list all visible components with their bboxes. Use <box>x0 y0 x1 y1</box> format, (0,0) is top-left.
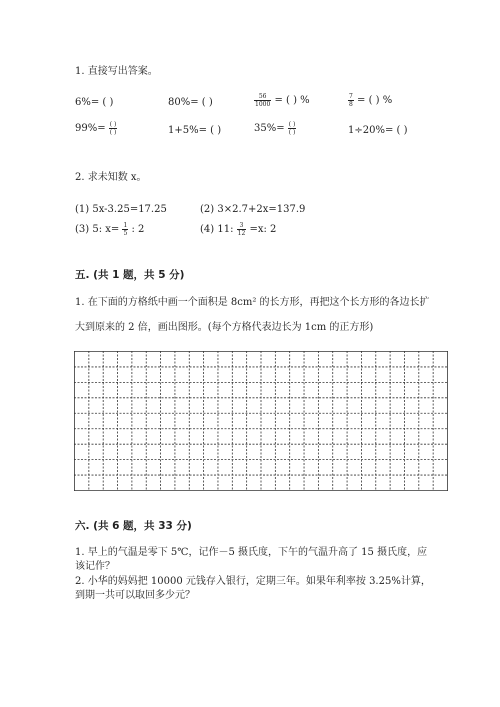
fraction: $\frac{( )}{( )}$ <box>109 121 117 136</box>
q2-equation-3: (3) 5: x= $\frac{1}{5}$ : 2 <box>75 222 145 237</box>
grid-paper <box>74 351 448 491</box>
section-5-question-line-1: 1. 在下面的方格纸中画一个面积是 8cm² 的长方形，再把这个长方形的各边长扩 <box>75 297 430 308</box>
section-5-question-line-2: 大到原来的 2 倍，画出图形。(每个方格代表边长为 1cm 的正方形) <box>75 322 374 333</box>
q1-item-c: $\frac{56}{1000}$ = ( ) % <box>255 93 310 108</box>
section-6-heading: 六. (共 6 题，共 33 分) <box>75 520 192 532</box>
section-6-q1-line-1: 1. 早上的气温是零下 5℃，记作－5 摄氏度，下午的气温升高了 15 摄氏度，应 <box>75 547 428 558</box>
q2-equation-2: (2) 3×2.7+2x=137.9 <box>200 204 306 215</box>
q1-item-b: 80%= ( ) <box>168 97 213 108</box>
q1-item-f: 1+5%= ( ) <box>168 125 222 136</box>
fraction: $\frac{56}{1000}$ <box>255 93 271 108</box>
fraction: $\frac{1}{5}$ <box>123 222 128 237</box>
section-6-q2-line-1: 2. 小华的妈妈把 10000 元钱存入银行，定期三年。如果年利率按 3.25%计算， <box>75 576 431 587</box>
q1-item-d: $\frac{7}{8}$ = ( ) % <box>349 93 393 108</box>
q1-item-a: 6%= ( ) <box>75 97 114 108</box>
fraction: $\frac{( )}{( )}$ <box>288 121 296 136</box>
q2-equation-1: (1) 5x-3.25=17.25 <box>75 204 167 215</box>
fraction: $\frac{3}{12}$ <box>237 222 246 237</box>
fraction: $\frac{7}{8}$ <box>349 93 353 108</box>
q2-equation-4: (4) 11: $\frac{3}{12}$ =x: 2 <box>200 222 277 237</box>
q1-item-g: 35%= $\frac{( )}{( )}$ <box>254 121 296 136</box>
section-5-heading: 五. (共 1 题，共 5 分) <box>75 269 185 281</box>
q1-title: 1. 直接写出答案。 <box>75 66 158 77</box>
section-6-q2-line-2: 到期一共可以取回多少元？ <box>75 590 195 601</box>
q2-title: 2. 求未知数 x。 <box>75 172 147 183</box>
grid-svg <box>74 351 448 491</box>
section-6-q1-line-2: 该记作？ <box>75 561 115 572</box>
q1-item-h: 1÷20%= ( ) <box>348 125 408 136</box>
q1-item-e: 99%= $\frac{( )}{( )}$ <box>75 121 117 136</box>
